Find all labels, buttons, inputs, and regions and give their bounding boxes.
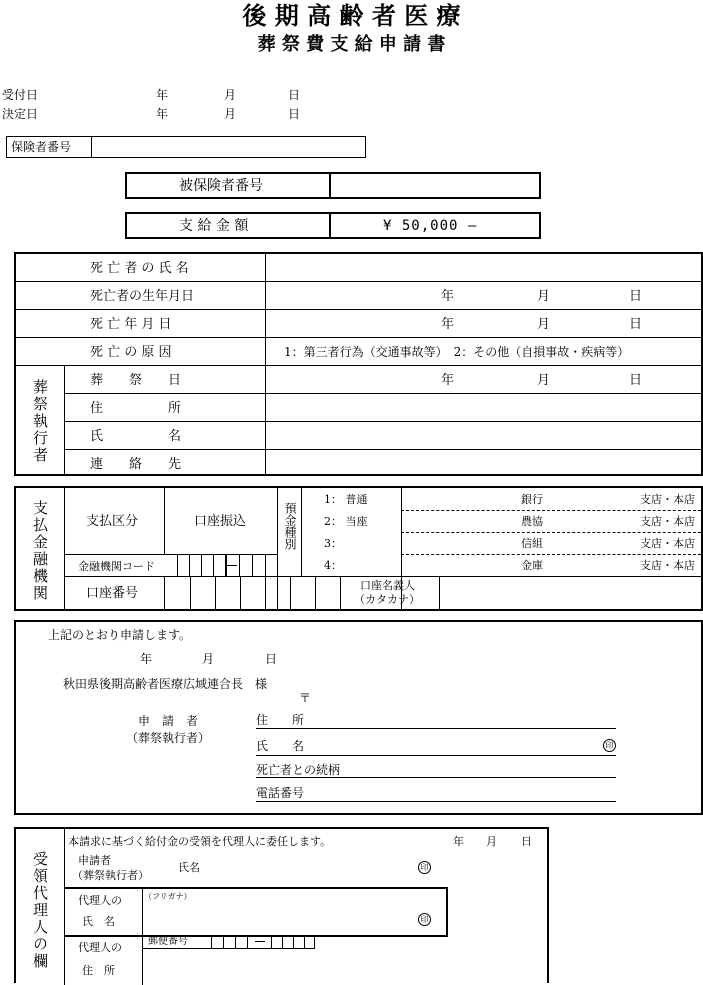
bank-section-label: 支払金融機関	[31, 500, 49, 602]
bank-code-cells[interactable]	[177, 554, 277, 576]
funeral-date-field[interactable]	[267, 366, 701, 393]
agent-name-sub: 氏 名	[82, 915, 115, 928]
application-day[interactable]: 日	[265, 652, 278, 666]
funeral-contact-label: 連 絡 先	[90, 457, 182, 472]
applicant-address-line[interactable]	[256, 728, 616, 729]
account-holder-sub: （カタカナ）	[354, 593, 420, 606]
funeral-day: 日	[629, 373, 643, 388]
applicant-address-label: 住 所	[256, 713, 305, 727]
insurer-number-label: 保険者番号	[11, 140, 72, 154]
received-date-label: 受付日	[2, 88, 39, 102]
postal-mark: 〒	[299, 691, 312, 705]
phone-line[interactable]	[256, 801, 616, 802]
branch-label-1[interactable]: 支店・本店	[640, 493, 695, 506]
applicant-seal-icon: 印	[603, 739, 616, 752]
institution-type-bank[interactable]: 銀行	[521, 493, 543, 506]
deceased-birth-label: 死亡者の生年月日	[90, 289, 195, 304]
agent-seal-icon: 印	[418, 913, 431, 926]
branch-label-2[interactable]: 支店・本店	[640, 515, 695, 528]
insured-number-label: 被保険者番号	[179, 178, 263, 194]
proxy-statement: 本請求に基づく給付金の受領を代理人に委任します。	[68, 835, 332, 848]
death-cause-label: 死 亡 の 原 因	[90, 345, 172, 360]
birth-year: 年	[441, 289, 455, 304]
proxy-applicant-sub: （葬祭執行者）	[72, 869, 149, 882]
proxy-month[interactable]: 月	[486, 835, 497, 848]
funeral-contact-field[interactable]	[267, 450, 701, 476]
furigana-label: （フリガナ）	[144, 892, 192, 901]
applicant-label: 申 請 者	[138, 714, 199, 728]
form-title: 後 期 高 齢 者 医 療	[242, 1, 461, 30]
funeral-name-field[interactable]	[267, 422, 701, 449]
deposit-option-1[interactable]: 1： 普通	[324, 493, 368, 506]
agent-name-label: 代理人の	[78, 894, 122, 907]
bank-info-table	[14, 486, 703, 611]
proxy-section-label: 受領代理人の欄	[31, 851, 49, 970]
birth-month: 月	[537, 289, 551, 304]
institution-type-ja[interactable]: 農協	[521, 515, 543, 528]
deceased-name-field[interactable]	[267, 254, 701, 281]
insurer-number-box	[6, 136, 366, 158]
funeral-year: 年	[441, 373, 455, 388]
death-date-label: 死 亡 年 月 日	[90, 317, 172, 332]
funeral-address-label: 住 所	[90, 401, 182, 416]
branch-label-4[interactable]: 支店・本店	[640, 559, 695, 572]
account-holder-label: 口座名義人	[360, 579, 415, 592]
agent-name-field[interactable]	[144, 903, 434, 933]
relation-label: 死亡者との続柄	[256, 763, 341, 777]
bank-code-label: 金融機関コード	[78, 560, 155, 573]
institution-type-shinkin[interactable]: 金庫	[521, 559, 543, 572]
application-statement: 上記のとおり申請します。	[48, 628, 192, 642]
institution-type-credit-union[interactable]: 信組	[521, 537, 543, 550]
payment-amount-value: ¥ 50,000 ―	[383, 218, 478, 234]
deposit-option-4[interactable]: 4：	[324, 559, 342, 572]
insured-number-field[interactable]	[333, 174, 537, 197]
death-day: 日	[629, 317, 643, 332]
addressee: 秋田県後期高齢者医療広域連合長 様	[63, 677, 268, 691]
account-holder-field[interactable]	[441, 577, 701, 609]
received-day: 日	[288, 88, 301, 102]
proxy-section	[14, 827, 549, 983]
decided-date-label: 決定日	[2, 107, 39, 121]
applicant-sub-label: （葬祭執行者）	[126, 731, 211, 745]
proxy-day[interactable]: 日	[521, 835, 532, 848]
deposit-option-2[interactable]: 2： 当座	[324, 515, 368, 528]
relation-line[interactable]	[256, 777, 616, 778]
payment-amount-box	[125, 212, 541, 239]
death-cause-options[interactable]: 1：第三者行為（交通事故等） 2：その他（自損事故・疾病等）	[284, 345, 630, 359]
application-section	[14, 620, 703, 815]
applicant-name-label: 氏 名	[256, 739, 305, 753]
agent-address-field[interactable]	[144, 951, 544, 983]
postal-code-box	[142, 935, 315, 949]
funeral-executor-section-label: 葬祭執行者	[31, 379, 49, 464]
deceased-info-table	[14, 252, 703, 476]
branch-label-3[interactable]: 支店・本店	[640, 537, 695, 550]
form-subtitle: 葬 祭 費 支 給 申 請 書	[257, 34, 446, 55]
deceased-name-label: 死 亡 者 の 氏 名	[90, 261, 189, 276]
death-month: 月	[537, 317, 551, 332]
postal-code-label: 郵便番号	[148, 936, 188, 947]
account-number-cells[interactable]	[164, 576, 340, 611]
payment-amount-label: 支 給 金 額	[179, 218, 249, 234]
proxy-applicant-label: 申請者	[78, 854, 111, 867]
death-year: 年	[441, 317, 455, 332]
pay-type-value: 口座振込	[194, 514, 247, 529]
agent-address-label: 代理人の	[78, 941, 122, 954]
deposit-option-3[interactable]: 3：	[324, 537, 342, 550]
pay-type-label: 支払区分	[86, 514, 139, 529]
account-number-label: 口座番号	[86, 586, 139, 601]
death-date-field[interactable]	[267, 310, 701, 337]
decided-year: 年	[156, 107, 169, 121]
application-year[interactable]: 年	[140, 652, 153, 666]
funeral-month: 月	[537, 373, 551, 388]
applicant-name-line[interactable]	[256, 755, 616, 756]
decided-day: 日	[288, 107, 301, 121]
deceased-birth-field[interactable]	[267, 282, 701, 309]
funeral-date-label: 葬 祭 日	[90, 373, 182, 388]
proxy-year[interactable]: 年	[453, 835, 464, 848]
deposit-type-label: 預金種別	[283, 502, 297, 550]
funeral-address-field[interactable]	[267, 394, 701, 421]
received-year: 年	[156, 88, 169, 102]
insured-number-box	[125, 172, 541, 199]
funeral-name-label: 氏 名	[90, 429, 182, 444]
phone-label: 電話番号	[256, 786, 305, 800]
agent-address-sub: 住 所	[82, 964, 115, 977]
birth-day: 日	[629, 289, 643, 304]
application-month[interactable]: 月	[202, 652, 215, 666]
postal-code-cells[interactable]	[211, 936, 315, 948]
received-month: 月	[224, 88, 237, 102]
proxy-applicant-name-label: 氏名	[178, 861, 200, 874]
proxy-applicant-seal-icon: 印	[418, 861, 431, 874]
insurer-number-field[interactable]	[93, 137, 361, 157]
decided-month: 月	[224, 107, 237, 121]
